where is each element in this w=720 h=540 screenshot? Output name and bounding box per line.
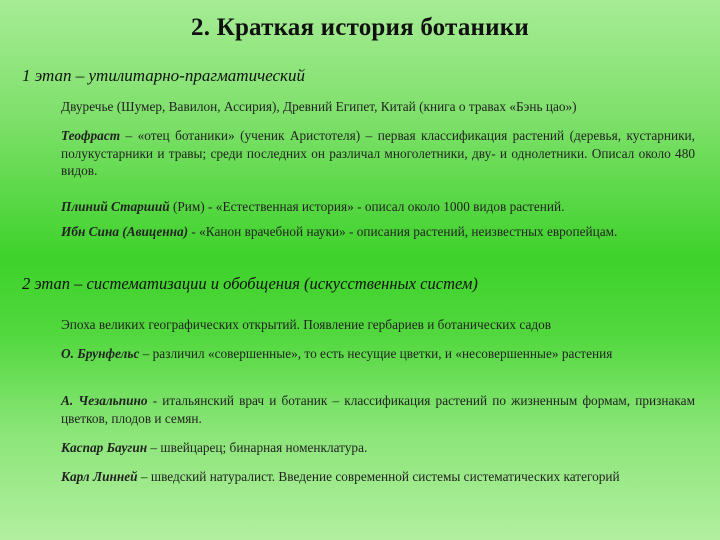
item-name: О. Брунфельс: [61, 346, 140, 361]
slide-title: 2. Краткая история ботаники: [191, 14, 529, 41]
item-text: – швейцарец; бинарная номенклатура.: [147, 440, 368, 455]
item-name: Карл Линней: [61, 469, 138, 484]
item-text: (Рим) - «Естественная история» - описал около 1000 видов растений.: [169, 199, 565, 214]
stage-1-item-pliny: [61, 198, 695, 216]
stage-2-item-discoveries: [61, 316, 695, 334]
stage-1-item-theophrastus: [61, 127, 695, 180]
item-text: – различил «совершенные», то есть несущие цветки, и «несовершенные» растения: [139, 346, 613, 361]
item-text: - «Канон врачебной науки» - описания растений, неизвестных европейцам.: [188, 224, 618, 239]
item-name: Теофраст: [61, 128, 121, 143]
item-name: Плиний Старший: [61, 199, 170, 214]
item-text: - итальянский врач и ботаник – классификация растений по жизненным формам, признакам цветков, плодов и семян.: [61, 393, 695, 426]
stage-2-item-brunfels: [61, 345, 695, 363]
stage-2-item-bauhin: [61, 439, 695, 457]
stage-2-item-linnaeus: [61, 468, 695, 486]
item-text: – шведский натуралист. Введение современной системы систематических категорий: [137, 469, 620, 484]
stage-1-heading: 1 этап – утилитарно-прагматический: [22, 66, 306, 85]
stage-2-heading: 2 этап – систематизации и обобщения (искусственных систем): [22, 274, 478, 293]
item-name: Каспар Баугин: [61, 440, 148, 455]
item-text: Двуречье (Шумер, Вавилон, Ассирия), Древний Египет, Китай (книга о травах «Бэнь цао»): [61, 99, 577, 114]
item-name: Ибн Сина (Авиценна): [61, 224, 189, 239]
stage-1-item-mesopotamia: [61, 98, 695, 116]
item-text: Эпоха великих географических открытий. Появление гербариев и ботанических садов: [61, 317, 552, 332]
item-text: – «отец ботаники» (ученик Аристотеля) – первая классификация растений (деревья, кустарники, полукустарники и травы; среди последних он различал многолетники, дву- и однолетники. Описал около 480 видов.: [61, 128, 695, 178]
item-name: А. Чезальпино: [61, 393, 148, 408]
stage-1-item-avicenna: [61, 223, 695, 241]
stage-2-item-cesalpino: [61, 392, 695, 427]
